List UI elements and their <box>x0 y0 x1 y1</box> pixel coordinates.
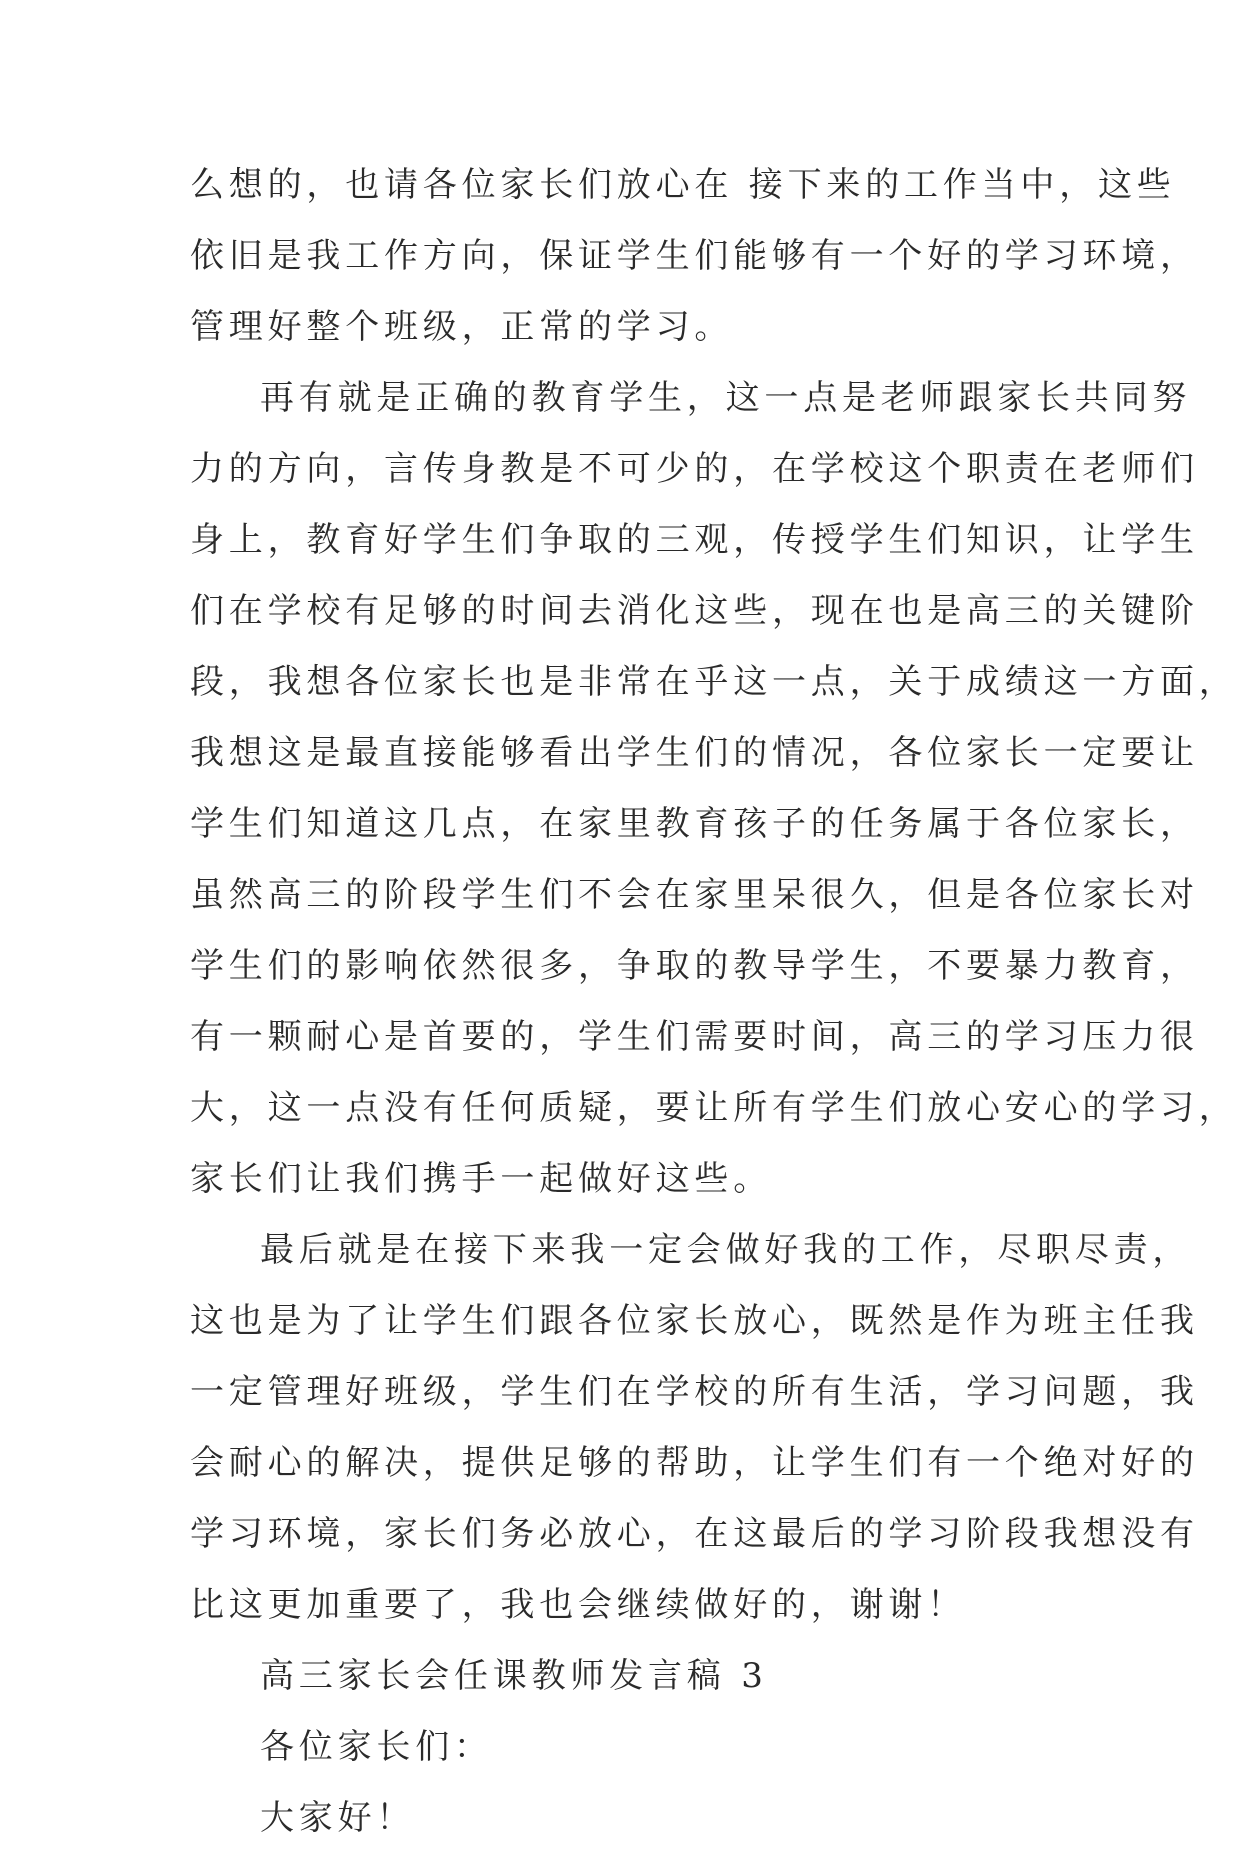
text-line: 依旧是我工作方向，保证学生们能够有一个好的学习环境， <box>190 236 1199 276</box>
text-line: 虽然高三的阶段学生们不会在家里呆很久，但是各位家长对 <box>190 875 1199 915</box>
text-line: 学生们知道这几点，在家里教育孩子的任务属于各位家长， <box>190 804 1199 844</box>
text-line: 有一颗耐心是首要的，学生们需要时间，高三的学习压力很 <box>190 1017 1199 1057</box>
text-line: 我想这是最直接能够看出学生们的情况，各位家长一定要让 <box>190 733 1199 773</box>
text-line: 们在学校有足够的时间去消化这些，现在也是高三的关键阶 <box>190 591 1199 631</box>
salutation: 各位家长们： <box>260 1727 493 1767</box>
text-line: 学生们的影响依然很多，争取的教导学生，不要暴力教育， <box>190 946 1199 986</box>
text-line: 家长们让我们携手一起做好这些。 <box>190 1159 772 1199</box>
text-line: 会耐心的解决，提供足够的帮助，让学生们有一个绝对好的 <box>190 1443 1199 1483</box>
text-line: 段，我想各位家长也是非常在乎这一点，关于成绩这一方面， <box>190 662 1238 702</box>
text-line: 么想的，也请各位家长们放心在 接下来的工作当中，这些 <box>190 165 1176 205</box>
paragraph-start-line: 最后就是在接下来我一定会做好我的工作，尽职尽责， <box>260 1230 1192 1270</box>
text-line: 一定管理好班级，学生们在学校的所有生活，学习问题，我 <box>190 1372 1199 1412</box>
text-line: 学习环境，家长们务必放心，在这最后的学习阶段我想没有 <box>190 1514 1199 1554</box>
text-line: 管理好整个班级，正常的学习。 <box>190 307 734 347</box>
paragraph-start-line: 再有就是正确的教育学生，这一点是老师跟家长共同努 <box>260 378 1192 418</box>
section-heading: 高三家长会任课教师发言稿 3 <box>260 1656 768 1696</box>
text-line: 身上，教育好学生们争取的三观，传授学生们知识，让学生 <box>190 520 1199 560</box>
greeting: 大家好！ <box>260 1798 416 1838</box>
text-line: 这也是为了让学生们跟各位家长放心，既然是作为班主任我 <box>190 1301 1199 1341</box>
document-page <box>190 150 1238 1854</box>
text-line: 力的方向，言传身教是不可少的，在学校这个职责在老师们 <box>190 449 1199 489</box>
text-line: 比这更加重要了，我也会继续做好的，谢谢！ <box>190 1585 966 1625</box>
text-line: 大，这一点没有任何质疑，要让所有学生们放心安心的学习， <box>190 1088 1238 1128</box>
